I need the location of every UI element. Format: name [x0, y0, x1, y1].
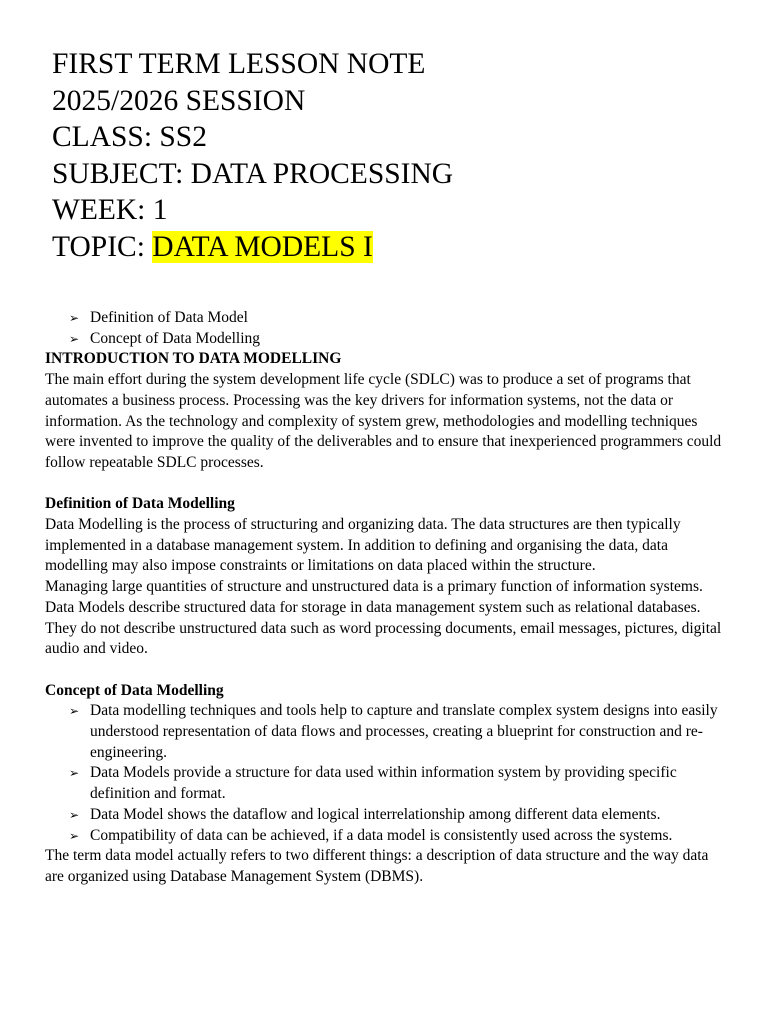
definition-paragraph-2: Managing large quantities of structure and unstructured data is a primary function of information systems. Data Models describe structured data for storage in data management system such as relational databases. They do not describe unstructured data such as word processing documents, email messages, pictures, digital audio and video.: [45, 578, 722, 658]
session-line: 2025/2026 SESSION: [52, 84, 306, 117]
list-item: ➢ Compatibility of data can be achieved, if a data model is consistently used across the systems.: [69, 826, 729, 847]
arrow-bullet-icon: ➢: [69, 828, 80, 843]
lesson-header: [52, 46, 732, 266]
intro-heading: INTRODUCTION TO DATA MODELLING: [45, 350, 342, 368]
class-line: CLASS: SS2: [52, 121, 207, 154]
list-item: ➢ Concept of Data Modelling: [69, 329, 729, 350]
list-item: ➢ Data Models provide a structure for data used within information system by providing specific definition and format.: [69, 764, 677, 803]
list-item: ➢ Data modelling techniques and tools help to capture and translate complex system designs into easily understood representation of data flows and processes, creating a blueprint for construction and re-engineering.: [69, 702, 718, 761]
list-item: ➢ Data Model shows the dataflow and logical interrelationship among different data elements.: [69, 805, 729, 826]
definition-heading: Definition of Data Modelling: [45, 495, 235, 513]
concept-closing-paragraph: The term data model actually refers to two different things: a description of data structure and the way data are organized using Database Management System (DBMS).: [45, 847, 709, 885]
arrow-bullet-icon: ➢: [69, 807, 80, 822]
lesson-body: [45, 308, 729, 888]
definition-paragraph-1: Data Modelling is the process of structuring and organizing data. The data structures are then typically implemented in a database management system. In addition to defining and organising the data, data modelling may also impose constraints or limitations on data placed within the structure.: [45, 516, 681, 575]
subject-line: SUBJECT: DATA PROCESSING: [52, 157, 454, 190]
topic-value-highlighted: DATA MODELS I: [152, 230, 373, 263]
lesson-title: FIRST TERM LESSON NOTE: [52, 48, 426, 80]
arrow-bullet-icon: ➢: [69, 766, 80, 781]
outline-list: [45, 308, 729, 349]
intro-paragraph: The main effort during the system development life cycle (SDLC) was to produce a set of programs that automates a business process. Processing was the key drivers for information systems, not the data or information. As the technology and complexity of system grew, methodologies and modelling techniques were invented to improve the quality of the deliverables and to ensure that inexperienced programmers could follow repeatable SDLC processes.: [45, 371, 722, 471]
week-line: WEEK: 1: [52, 194, 168, 227]
arrow-bullet-icon: ➢: [69, 311, 80, 325]
concept-heading: Concept of Data Modelling: [45, 681, 224, 699]
topic-label: TOPIC:: [52, 230, 153, 263]
topic-line: [52, 229, 732, 266]
concept-points-list: [45, 701, 729, 846]
paragraph-spacer: [45, 474, 729, 495]
arrow-bullet-icon: ➢: [69, 704, 80, 719]
list-item: ➢ Definition of Data Model: [69, 308, 729, 329]
paragraph-spacer: [45, 660, 729, 681]
arrow-bullet-icon: ➢: [69, 331, 80, 346]
